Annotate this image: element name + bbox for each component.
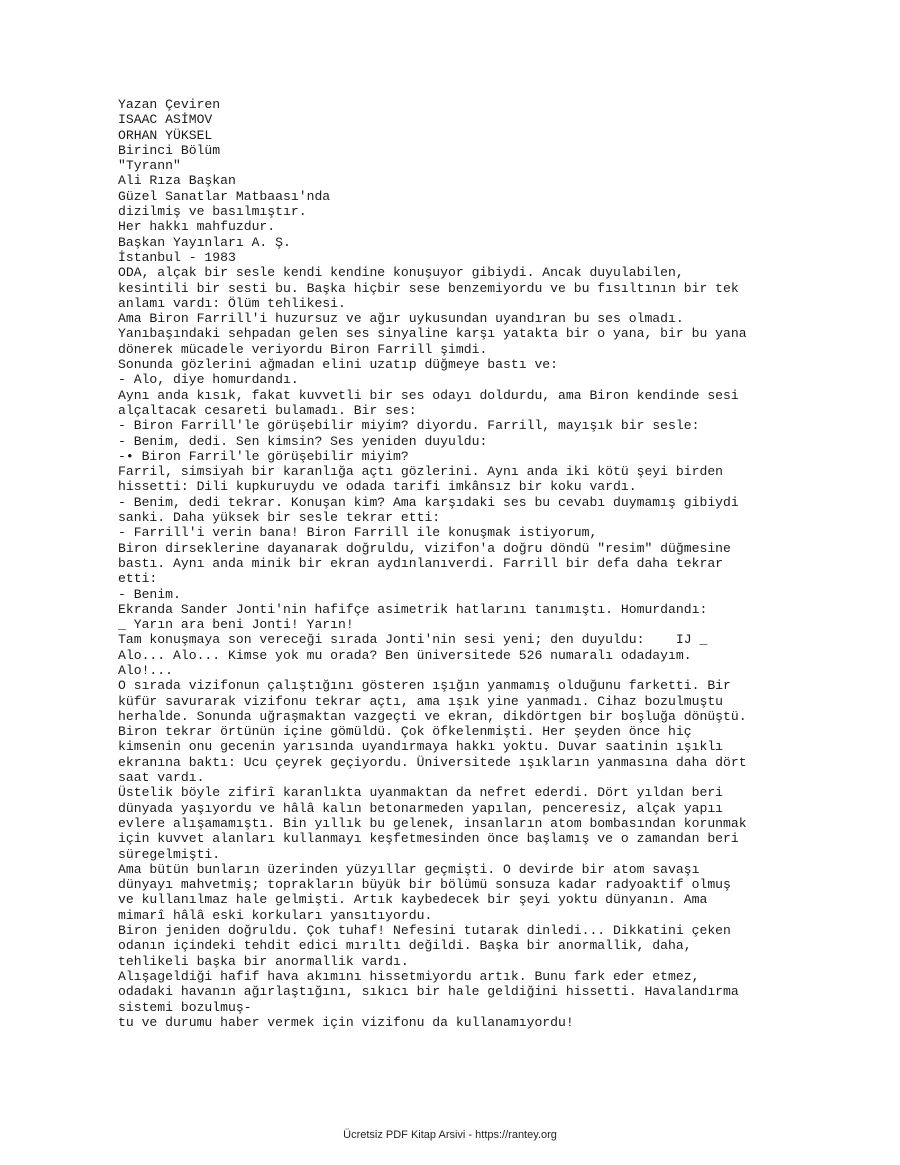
text-line: "Tyrann" bbox=[118, 158, 181, 174]
text-line: küfür savurarak vizifonu tekrar açtı, ama ışık yine yanmadı. Cihaz bozulmuştu bbox=[118, 693, 724, 709]
text-line: dünyayı mahvetmiş; toprakların büyük bir bölümü sonsuza kadar radyoaktif olmuş bbox=[118, 877, 731, 893]
text-line: evlere alışamamıştı. Bin yıllık bu gelenek, insanların atom bombasından korunmak bbox=[118, 815, 747, 831]
text-line: ORHAN YÜKSEL bbox=[118, 127, 213, 143]
text-line: _ Yarın ara beni Jonti! Yarın! bbox=[118, 617, 354, 633]
text-line: İstanbul - 1983 bbox=[118, 249, 236, 265]
text-line: Biron tekrar örtünün içine gömüldü. Çok öfkelenmişti. Her şeyden önce hiç bbox=[118, 724, 692, 740]
text-line: dizilmiş ve basılmıştır. bbox=[118, 204, 307, 220]
text-line: dönerek mücadele veriyordu Biron Farrill şimdi. bbox=[118, 341, 488, 357]
text-line: Alışageldiği hafif hava akımını hissetmiyordu artık. Bunu fark eder etmez, bbox=[118, 968, 700, 984]
text-line: Güzel Sanatlar Matbaası'nda bbox=[118, 188, 331, 204]
text-line: Ali Rıza Başkan bbox=[118, 173, 236, 189]
text-line: süregelmişti. bbox=[118, 846, 221, 862]
text-line: - Alo, diye homurdandı. bbox=[118, 372, 299, 388]
text-line: odanın içindeki tehdit edici mırıltı değildi. Başka bir anormallik, daha, bbox=[118, 938, 692, 954]
text-line: - Benim, dedi tekrar. Konuşan kim? Ama karşıdaki ses bu cevabı duymamış gibiydi bbox=[118, 494, 739, 510]
text-line: Alo!... bbox=[118, 662, 174, 678]
text-line: hissetti: Dili kupkuruydu ve odada tarifi imkânsız bir koku vardı. bbox=[118, 479, 637, 495]
text-line: bastı. Aynı anda minik bir ekran aydınlanıverdi. Farrill bir defa daha tekrar bbox=[118, 555, 724, 571]
text-line: tu ve durumu haber vermek için vizifonu da kullanamıyordu! bbox=[118, 1014, 574, 1030]
text-line: Ekranda Sander Jonti'nin hafifçe asimetrik hatlarını tanımıştı. Homurdandı: bbox=[118, 601, 708, 617]
text-line: Ama Biron Farrill'i huzursuz ve ağır uykusundan uyandıran bu ses olmadı. bbox=[118, 311, 684, 327]
text-line: Her hakkı mahfuzdur. bbox=[118, 219, 276, 235]
text-line: sistemi bozulmuş- bbox=[118, 999, 252, 1015]
text-line: ODA, alçak bir sesle kendi kendine konuşuyor gibiydi. Ancak duyulabilen, bbox=[118, 265, 684, 281]
text-line: Üstelik böyle zifirî karanlıkta uyanmaktan da nefret ederdi. Dört yıldan beri bbox=[118, 785, 724, 801]
text-line: dünyada yaşıyordu ve hâlâ kalın betonarmeden yapılan, penceresiz, alçak yapıı bbox=[118, 800, 724, 816]
text-line: - Benim. bbox=[118, 586, 181, 602]
text-line: Birinci Bölüm bbox=[118, 142, 221, 158]
text-line: ISAAC ASİMOV bbox=[118, 112, 213, 128]
text-line: herhalde. Sonunda uğraşmaktan vazgeçti ve ekran, dikdörtgen bir boşluğa dönüştü. bbox=[118, 708, 747, 724]
text-line: Tam konuşmaya son vereceği sırada Jonti'nin sesi yeni; den duyuldu: IJ _ bbox=[118, 632, 708, 648]
text-line: sanki. Daha yüksek bir sesle tekrar etti: bbox=[118, 510, 441, 526]
text-line: alçaltacak cesareti bulamadı. Bir ses: bbox=[118, 402, 417, 418]
text-line: Alo... Alo... Kimse yok mu orada? Ben üniversitede 526 numaralı odadayım. bbox=[118, 647, 692, 663]
text-line: Başkan Yayınları A. Ş. bbox=[118, 234, 291, 250]
text-line: Farril, simsiyah bir karanlığa açtı gözlerini. Aynı anda iki kötü şeyi birden bbox=[118, 464, 724, 480]
text-line: O sırada vizifonun çalıştığını gösteren ışığın yanmamış olduğunu farketti. Bir bbox=[118, 678, 731, 694]
text-line: - Benim, dedi. Sen kimsin? Ses yeniden duyuldu: bbox=[118, 433, 488, 449]
text-line: Biron jeniden doğruldu. Çok tuhaf! Nefesini tutarak dinledi... Dikkatini çeken bbox=[118, 923, 731, 939]
text-line: tehlikeli başka bir anormallik vardı. bbox=[118, 953, 409, 969]
text-line: odadaki havanın ağırlaştığını, sıkıcı bir hale geldiğini hissetti. Havalandırma bbox=[118, 984, 739, 1000]
text-line: Yanıbaşındaki sehpadan gelen ses sinyaline karşı yatakta bir o yana, bir bu yana bbox=[118, 326, 747, 342]
text-line: -• Biron Farril'le görüşebilir miyim? bbox=[118, 448, 409, 464]
text-line: ve kullanılmaz hale gelmişti. Artık kaybedecek bir şeyi yoktu dünyanın. Ama bbox=[118, 892, 708, 908]
page-footer: Ücretsiz PDF Kitap Arsivi - https://rantey.org bbox=[343, 1129, 557, 1141]
text-line: - Farrill'i verin bana! Biron Farrill ile konuşmak istiyorum, bbox=[118, 525, 598, 541]
text-line: etti: bbox=[118, 571, 158, 587]
text-line: anlamı vardı: Ölüm tehlikesi. bbox=[118, 295, 346, 311]
text-line: Sonunda gözlerini ağmadan elini uzatıp düğmeye bastı ve: bbox=[118, 357, 559, 373]
text-line: kesintili bir sesti bu. Başka hiçbir sese benzemiyordu ve bu fısıltının bir tek bbox=[118, 280, 739, 296]
text-line: kimsenin onu gecenin yarısında uyandırmaya hakkı yoktu. Duvar saatinin ışıklı bbox=[118, 739, 724, 755]
text-line: - Biron Farrill'le görüşebilir miyim? diyordu. Farrill, mayışık bir sesle: bbox=[118, 418, 700, 434]
text-line: saat vardı. bbox=[118, 770, 205, 786]
text-line: için kuvvet alanları kullanmayı keşfetmesinden önce başlamış ve o zamandan beri bbox=[118, 831, 739, 847]
text-line: Ama bütün bunların üzerinden yüzyıllar geçmişti. O devirde bir atom savaşı bbox=[118, 861, 700, 877]
text-line: Yazan Çeviren bbox=[118, 97, 221, 112]
text-line: mimarî hâlâ eski korkuları yansıtıyordu. bbox=[118, 907, 433, 923]
text-line: ekranına baktı: Ucu çeyrek geçiyordu. Üniversitede ışıkların yanmasına daha dört bbox=[118, 754, 747, 770]
document-body bbox=[118, 97, 798, 1030]
text-line: Biron dirseklerine dayanarak doğruldu, vizifon'a doğru döndü "resim" düğmesine bbox=[118, 540, 731, 556]
text-line: Aynı anda kısık, fakat kuvvetli bir ses odayı doldurdu, ama Biron kendinde sesi bbox=[118, 387, 739, 403]
